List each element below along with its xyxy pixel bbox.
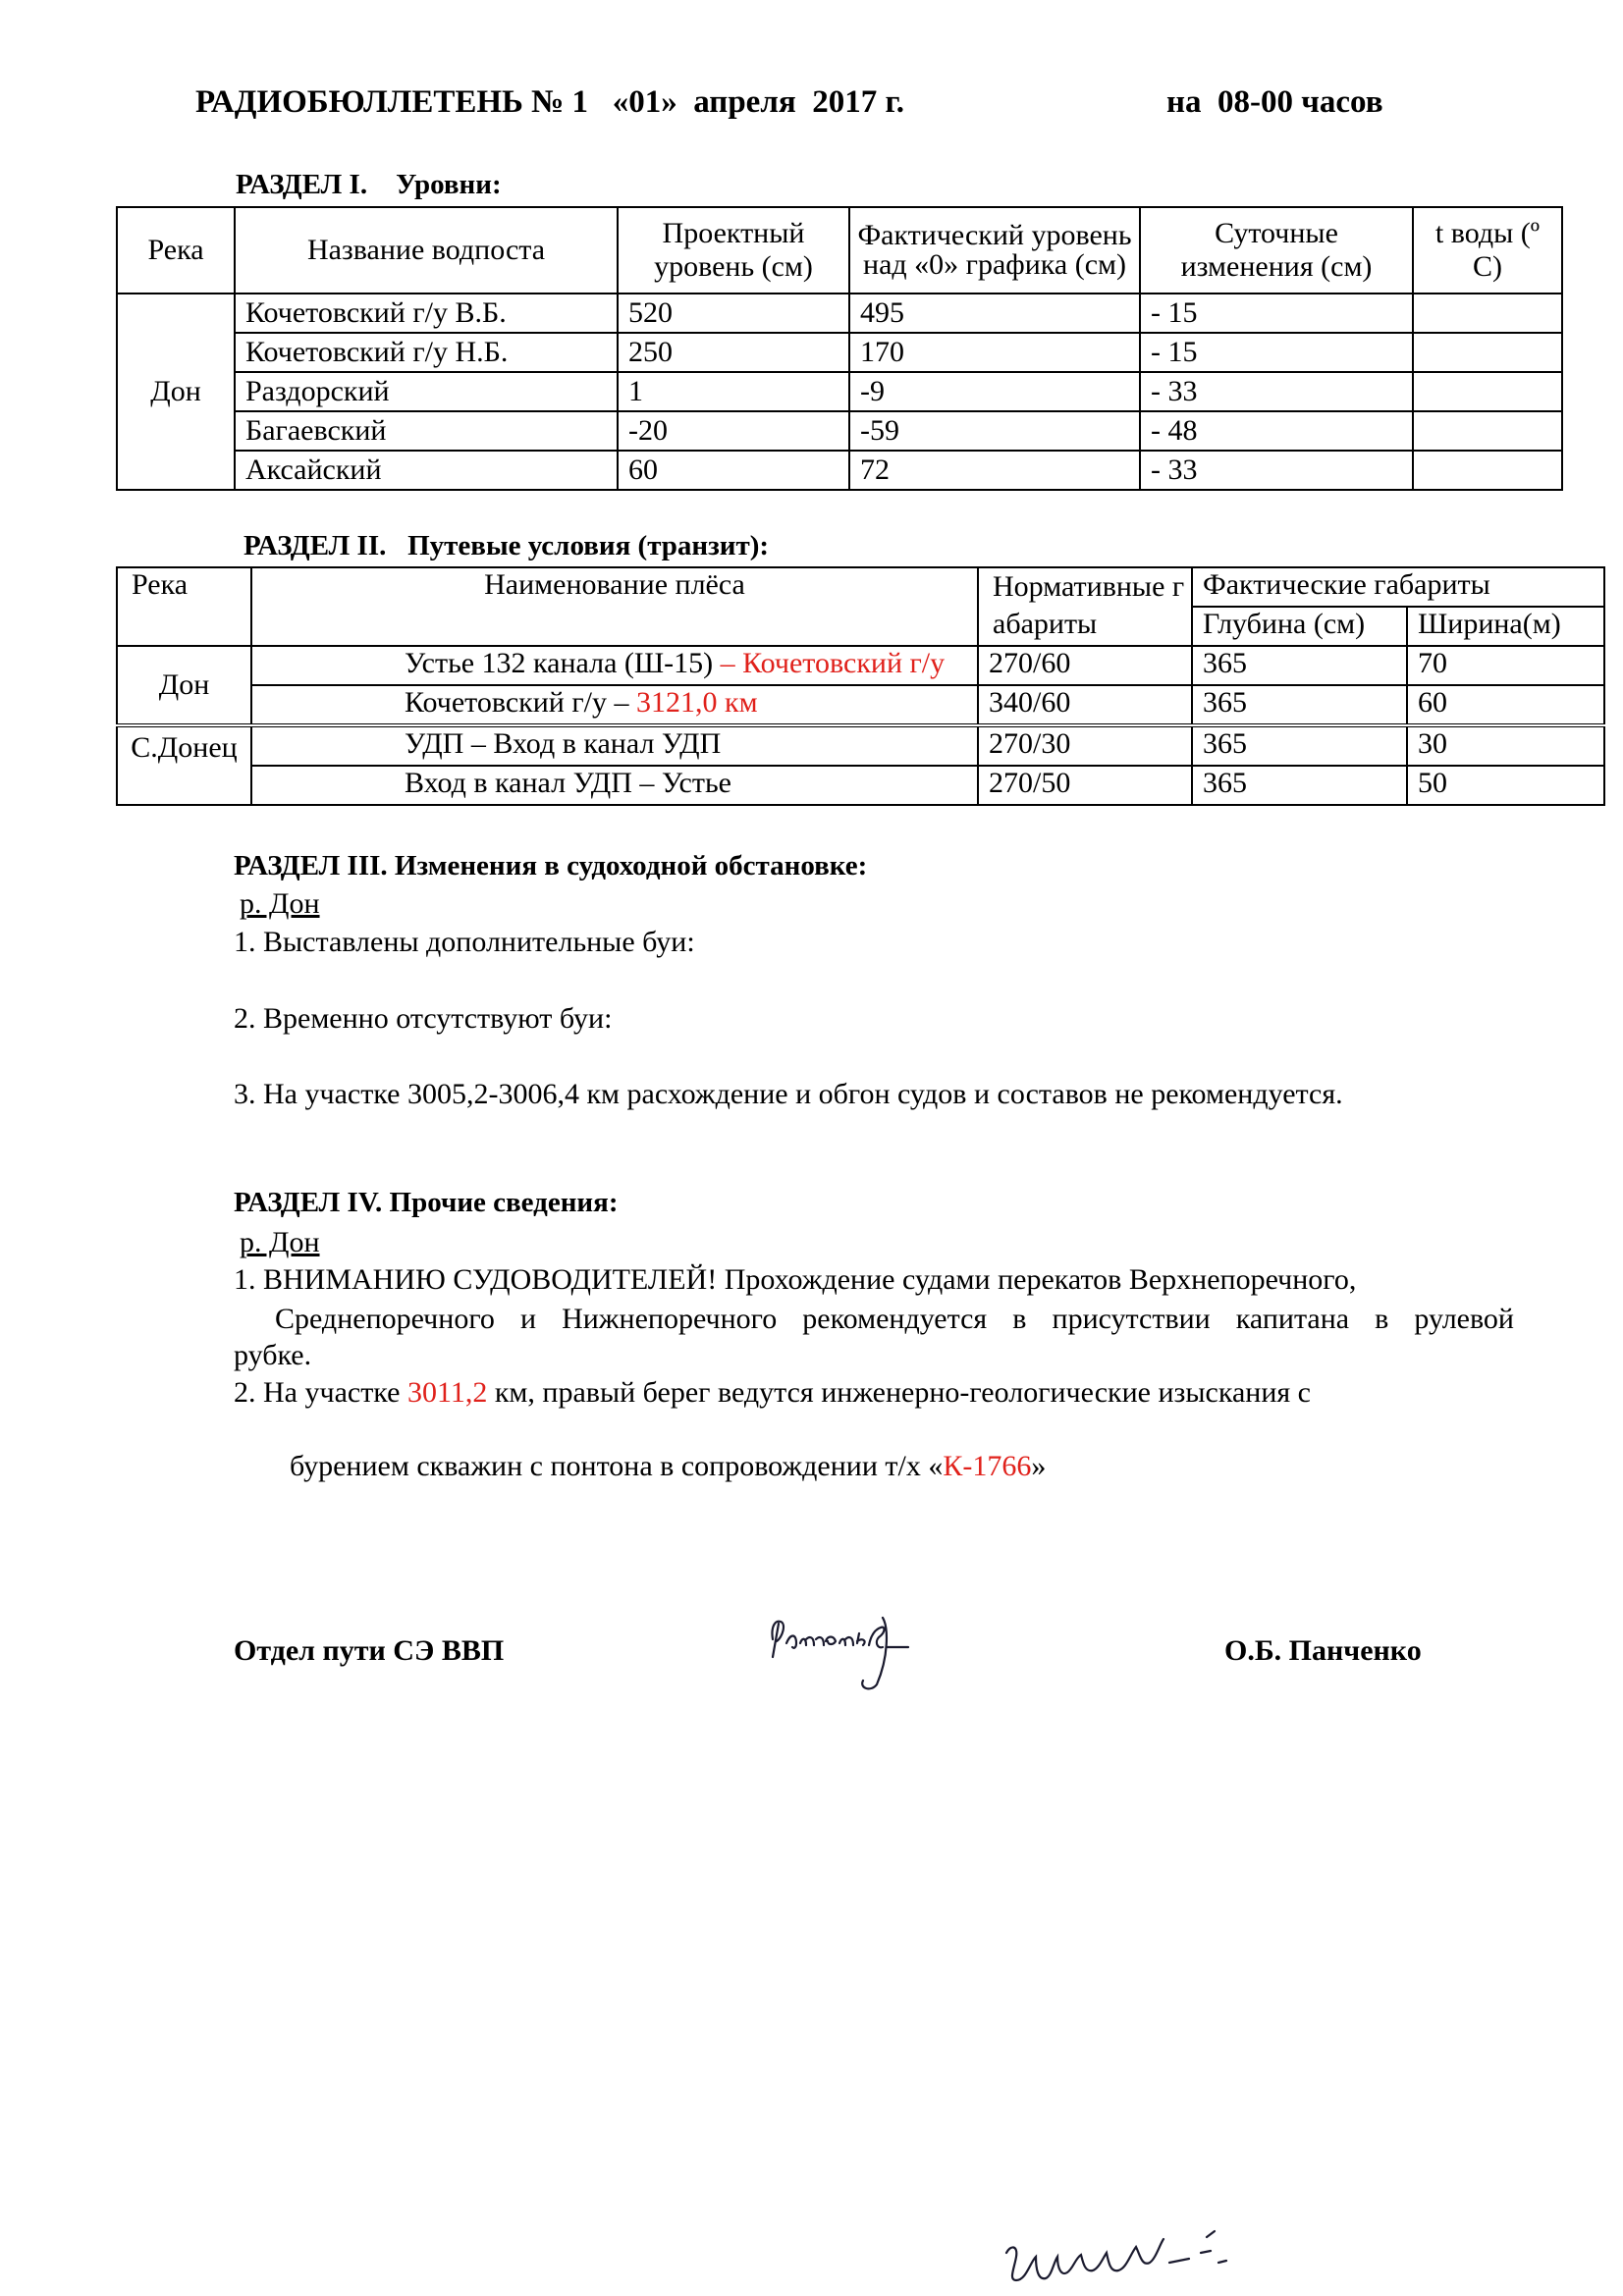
table-row [117, 333, 1562, 372]
reach-text-highlight: 3121,0 км [636, 686, 758, 719]
change-cell: - 33 [1140, 451, 1413, 490]
table-row [117, 411, 1562, 451]
temp-cell [1413, 451, 1562, 490]
reach-text: Кочетовский г/у – [405, 686, 636, 719]
section4-river: р. Дон [240, 1226, 320, 1258]
section3-heading: РАЗДЕЛ III. Изменения в судоходной обстановке: [234, 850, 868, 881]
col-daily-change: Суточные изменения (см) [1140, 207, 1413, 294]
river-cell: С.Донец [117, 725, 251, 805]
temp-cell [1413, 372, 1562, 411]
depth-cell: 365 [1192, 766, 1407, 805]
change-cell: - 15 [1140, 333, 1413, 372]
col-station: Название водпоста [235, 207, 618, 294]
river-cell: Дон [117, 646, 251, 725]
width-cell: 50 [1407, 766, 1604, 805]
table-row [117, 294, 1562, 333]
table-row [117, 372, 1562, 411]
col-width: Ширина(м) [1407, 607, 1604, 646]
table-row [117, 685, 1604, 725]
bulletin-time: на 08-00 часов [1166, 84, 1383, 120]
norm-cell: 270/60 [978, 646, 1192, 685]
col-river: Река [117, 567, 251, 646]
table-row [117, 646, 1604, 685]
station-cell: Кочетовский г/у В.Б. [235, 294, 618, 333]
actual-cell: 72 [849, 451, 1140, 490]
actual-cell: 495 [849, 294, 1140, 333]
section3-item: 2. Временно отсутствуют буи: [234, 1002, 613, 1035]
depth-cell: 365 [1192, 725, 1407, 766]
col-design-level: Проектный уровень (см) [618, 207, 849, 294]
section4-item2-line2 [275, 1414, 1046, 1484]
col-water-temp: t воды (º С) [1413, 207, 1562, 294]
design-cell: 250 [618, 333, 849, 372]
design-cell: -20 [618, 411, 849, 451]
station-cell: Аксайский [235, 451, 618, 490]
transit-table [116, 566, 1605, 806]
section3-item: 3. На участке 3005,2-3006,4 км расхождение и обгон судов и составов не рекомендуется. [234, 1078, 1343, 1110]
table-row [117, 766, 1604, 805]
temp-cell [1413, 411, 1562, 451]
col-reach: Наименование плёса [251, 567, 978, 646]
design-cell: 60 [618, 451, 849, 490]
reach-cell: УДП – Вход в канал УДП [251, 725, 978, 766]
change-cell: - 33 [1140, 372, 1413, 411]
department-label: Отдел пути СЭ ВВП [234, 1634, 505, 1667]
col-river: Река [117, 207, 235, 294]
section2-heading: РАЗДЕЛ II. Путевые условия (транзит): [243, 530, 770, 561]
temp-cell [1413, 294, 1562, 333]
item2-km: 3011,2 [406, 1376, 488, 1409]
signatory-name: О.Б. Панченко [1224, 1634, 1422, 1667]
section4-item2-line1 [234, 1375, 1520, 1411]
design-cell: 520 [618, 294, 849, 333]
section3-item: 1. Выставлены дополнительные буи: [234, 926, 695, 958]
section1-heading: РАЗДЕЛ I. Уровни: [236, 169, 502, 200]
width-cell: 60 [1407, 685, 1604, 725]
width-cell: 70 [1407, 646, 1604, 685]
width-cell: 30 [1407, 725, 1604, 766]
table-row [117, 725, 1604, 766]
item2-ship: К-1766 [943, 1450, 1032, 1482]
item2-text: 2. На участке [234, 1376, 407, 1409]
temp-cell [1413, 333, 1562, 372]
depth-cell: 365 [1192, 685, 1407, 725]
reach-cell [251, 646, 978, 685]
section4-heading: РАЗДЕЛ IV. Прочие сведения: [234, 1187, 619, 1218]
norm-cell: 270/30 [978, 725, 1192, 766]
actual-cell: -59 [849, 411, 1140, 451]
change-cell: - 48 [1140, 411, 1413, 451]
actual-cell: 170 [849, 333, 1140, 372]
station-cell: Багаевский [235, 411, 618, 451]
reach-text-highlight: – Кочетовский г/у [720, 647, 946, 679]
item2-text: км, правый берег ведутся инженерно-геологические изыскания с [487, 1376, 1311, 1409]
col-norm-dims: Нормативные габариты [978, 567, 1192, 646]
levels-table [116, 206, 1563, 491]
reach-text: Устье 132 канала (Ш-15) [405, 647, 721, 679]
norm-cell: 340/60 [978, 685, 1192, 725]
col-actual-level: Фактический уровень над «0» графика (см) [849, 207, 1140, 294]
river-cell: Дон [117, 294, 235, 490]
col-actual-dims: Фактические габариты [1192, 567, 1604, 607]
depth-cell: 365 [1192, 646, 1407, 685]
section4-item1-line2: Среднепоречного и Нижнепоречного рекомендуется в присутствии капитана в рулевой [275, 1303, 1514, 1335]
second-handwritten-signature [997, 2223, 1281, 2296]
item2-text: бурением скважин с понтона в сопровождении т/х « [290, 1450, 944, 1482]
bulletin-title: РАДИОБЮЛЛЕТЕНЬ № 1 «01» апреля 2017 г. [195, 84, 904, 120]
reach-cell: Вход в канал УДП – Устье [251, 766, 978, 805]
handwritten-signature [761, 1598, 1016, 1716]
station-cell: Кочетовский г/у Н.Б. [235, 333, 618, 372]
section4-item1-line3: рубке. [234, 1339, 312, 1371]
norm-cell: 270/50 [978, 766, 1192, 805]
section3-river: р. Дон [240, 887, 320, 920]
col-depth: Глубина (см) [1192, 607, 1407, 646]
change-cell: - 15 [1140, 294, 1413, 333]
section4-item1-line1: 1. ВНИМАНИЮ СУДОВОДИТЕЛЕЙ! Прохождение судами перекатов Верхнепоречного, [234, 1263, 1357, 1296]
table-row [117, 451, 1562, 490]
station-cell: Раздорский [235, 372, 618, 411]
design-cell: 1 [618, 372, 849, 411]
reach-cell [251, 685, 978, 725]
item2-text: » [1031, 1450, 1047, 1482]
actual-cell: -9 [849, 372, 1140, 411]
